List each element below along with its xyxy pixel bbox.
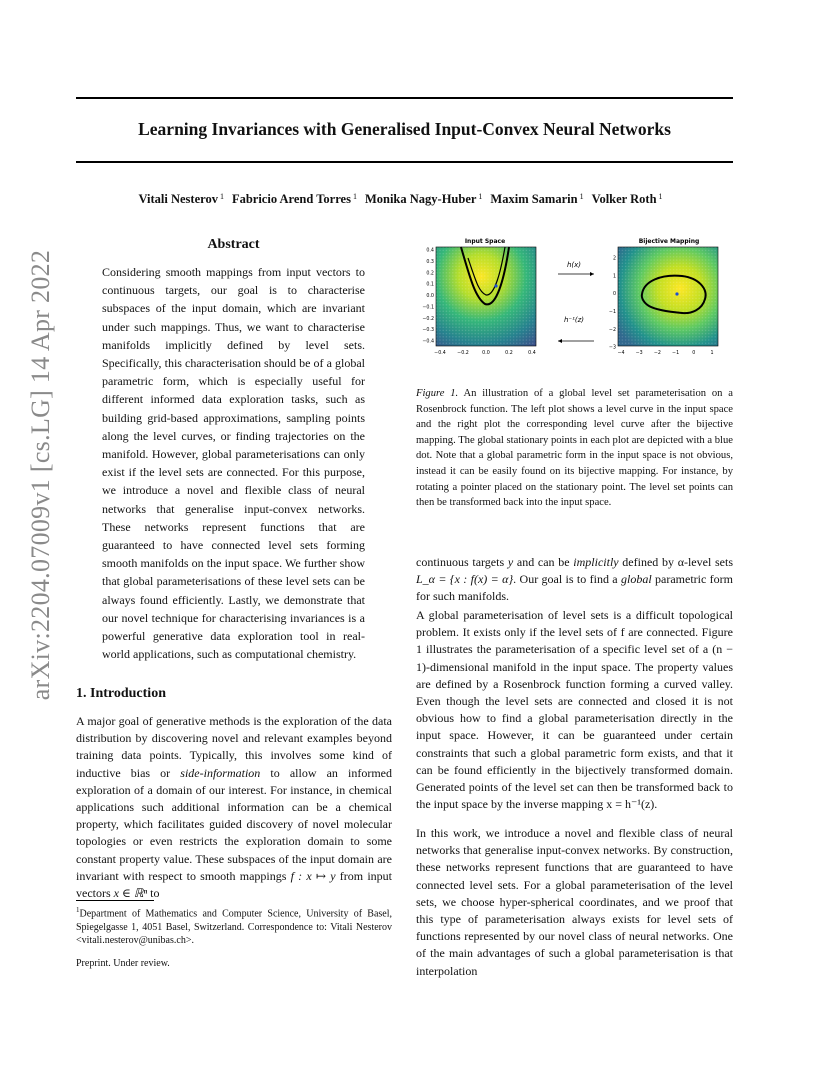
x-tick-label: −3 [635,351,643,356]
right-paragraph-2: A global parameterisation of level sets is a difficult topological problem. It exists only if the level sets of f are connected. Figure 1 illustrates the parameterisation of a specific level set of a (n − 1)-dimensional manifold in the input space. The property values are defined by a Rosenbrock function forming a curved valley. Even though the level sets are connected and closed it is not obvious how to find a global parameterisation directly in the input space. However, it can be guaranteed under certain constraints that such a global parametric form exists, and that it can be found efficiently in the bijectively transformed domain. Generated points of the level set can then be transformed back to the input space by the inverse mapping x = h⁻¹(z). [416,608,733,812]
y-tick-label: 0 [612,292,616,298]
abstract-text: Considering smooth mappings from input vectors to continuous targets, our goal is to characterise subspaces of the input domain, which are invariant under such mappings. Thus, we want to characterise manifolds implicitly defined by level sets. Specifically, this characterisation should be of a global parametric form, which is especially useful for different informed data exploration tasks, such as building grid-based approximations, sampling points along the level curves, or finding trajectories on the manifold. However, global parameterisations can only exist if the level sets are connected. For this purpose, we introduce a novel and flexible class of neural networks that generalise input-convex networks. These networks represent functions that are guaranteed to have connected level sets forming smooth manifolds on the input space. We further show that global parameterisations of these level sets can be always found efficiently. Lastly, we demonstrate that our novel technique for characterising invariances is a powerful generative data exploration tool in real-world applications, such as computational chemistry. [102,265,365,662]
author-list [76,192,733,207]
y-tick-label: 2 [612,256,616,262]
right-plot-grid-texture [618,247,718,346]
y-tick-label: −2 [608,327,616,333]
y-tick-label: −0.2 [422,316,434,322]
forward-arrow-head [590,272,594,276]
footnote-divider [76,900,154,901]
author-affiliation-mark: 1 [478,192,483,201]
x-tick-label: −4 [617,351,625,356]
inverse-mapping-label: h⁻¹(z) [563,316,585,324]
author-name: Monika Nagy-Huber [364,192,477,206]
figure-1 [416,236,733,366]
left-plot-title: Input Space [464,238,506,245]
right-x-ticks [617,350,713,356]
author-affiliation-mark: 1 [219,192,224,201]
y-tick-label: 0.4 [426,248,434,254]
left-y-ticks [422,248,434,345]
y-tick-label: −0.1 [422,305,434,311]
x-tick-label: 1 [710,351,714,356]
y-tick-label: 0.1 [426,282,434,288]
affiliation-footnote: $^1$Department of Mathematics and Computer Science, University of Basel, Spiegelgasse 1, 4051 Basel, Switzerland. Correspondence to: Vitali Nesterov <vitali.nesterov@unibas.ch>. [76,906,392,947]
x-tick-label: −2 [653,351,661,356]
x-tick-label: −1 [672,351,680,356]
left-stationary-point [494,284,497,287]
author-name: Fabricio Arend Torres [231,192,351,206]
x-tick-label: 0.4 [528,351,536,356]
figure-caption: Figure 1. An illustration of a global level set parameterisation on a Rosenbrock function. The left plot shows a level curve in the input space and the right plot the corresponding level curve after the bijective mapping. The global stationary points in each plot are depicted with a blue dot. Note that a global parametric form in the input space is not obvious, instead it can be easily found on its bijective mapping. For instance, by rotating a pointer placed on the stationary point. The level set points can then be transformed back into the input space. [416,388,733,509]
author-affiliation-mark: 1 [352,192,357,201]
x-tick-label: 0 [692,351,696,356]
arxiv-identifier: arXiv:2204.07009v1 [cs.LG] 14 Apr 2022 [26,249,55,701]
section-heading-introduction: 1. Introduction [76,686,166,701]
x-tick-label: 0.2 [505,351,513,356]
arxiv-sidebar [12,185,70,765]
x-tick-label: −0.4 [434,351,446,356]
y-tick-label: 1 [612,274,616,280]
author-name: Maxim Samarin [490,192,578,206]
abstract-heading: Abstract [207,237,260,252]
right-paragraph-1: continuous targets y and can be implicitly defined by α-level sets L_α = {x : f(x) = α}. Our goal is to find a global parametric form for such manifolds. [416,555,733,604]
author-affiliation-mark: 1 [579,192,584,201]
y-tick-label: −3 [608,345,616,351]
inverse-arrow-head [558,339,562,343]
y-tick-label: −1 [608,310,616,315]
right-paragraph-3: In this work, we introduce a novel and flexible class of neural networks that generalise input-convex networks. By construction, these networks represent functions that are guaranteed to have connected level sets. For a global parameterisation of the level sets, we choose hyper-spherical coordinates, and we proof that this type of parameterisation always exists for level sets of functions represented by our novel class of neural networks. One of the main advantages of such a global parameterisation is that interpolation [416,826,733,978]
y-tick-label: 0.0 [426,294,434,300]
author-affiliation-mark: 1 [658,192,663,201]
y-tick-label: 0.3 [426,259,434,265]
right-plot-title: Bijective Mapping [638,238,700,245]
forward-mapping-label: h(x) [566,261,582,269]
preprint-notice: Preprint. Under review. [76,958,170,969]
paper-title: Learning Invariances with Generalised Input-Convex Neural Networks [138,119,671,139]
x-tick-label: −0.2 [457,351,469,356]
right-stationary-point [675,292,678,295]
intro-paragraph: A major goal of generative methods is the exploration of the data distribution by discovering novel and relevant examples beyond training data points. Typically, this involves some kind of inductive bias or side-information to allow an informed exploration of a domain of our interest. For instance, in chemical applications such additional information can be a chemical property, which facilitates guided discovery of novel molecular topologies or even restricts the exploration domain to some constant property value. These subspaces of the input domain are invariant with respect to smooth mappings f : x ↦ y from input vectors x ∈ ℝⁿ to [76,714,393,901]
author-name: Volker Roth [591,192,657,206]
left-plot-grid-texture [436,247,536,346]
right-y-ticks [609,256,616,351]
y-tick-label: −0.4 [422,339,434,345]
y-tick-label: −0.3 [422,328,434,334]
author-name: Vitali Nesterov [138,192,218,206]
y-tick-label: 0.2 [426,271,434,277]
left-x-ticks [434,350,536,356]
top-rule [76,97,733,99]
x-tick-label: 0.0 [482,351,490,356]
title-bottom-rule [76,161,733,163]
